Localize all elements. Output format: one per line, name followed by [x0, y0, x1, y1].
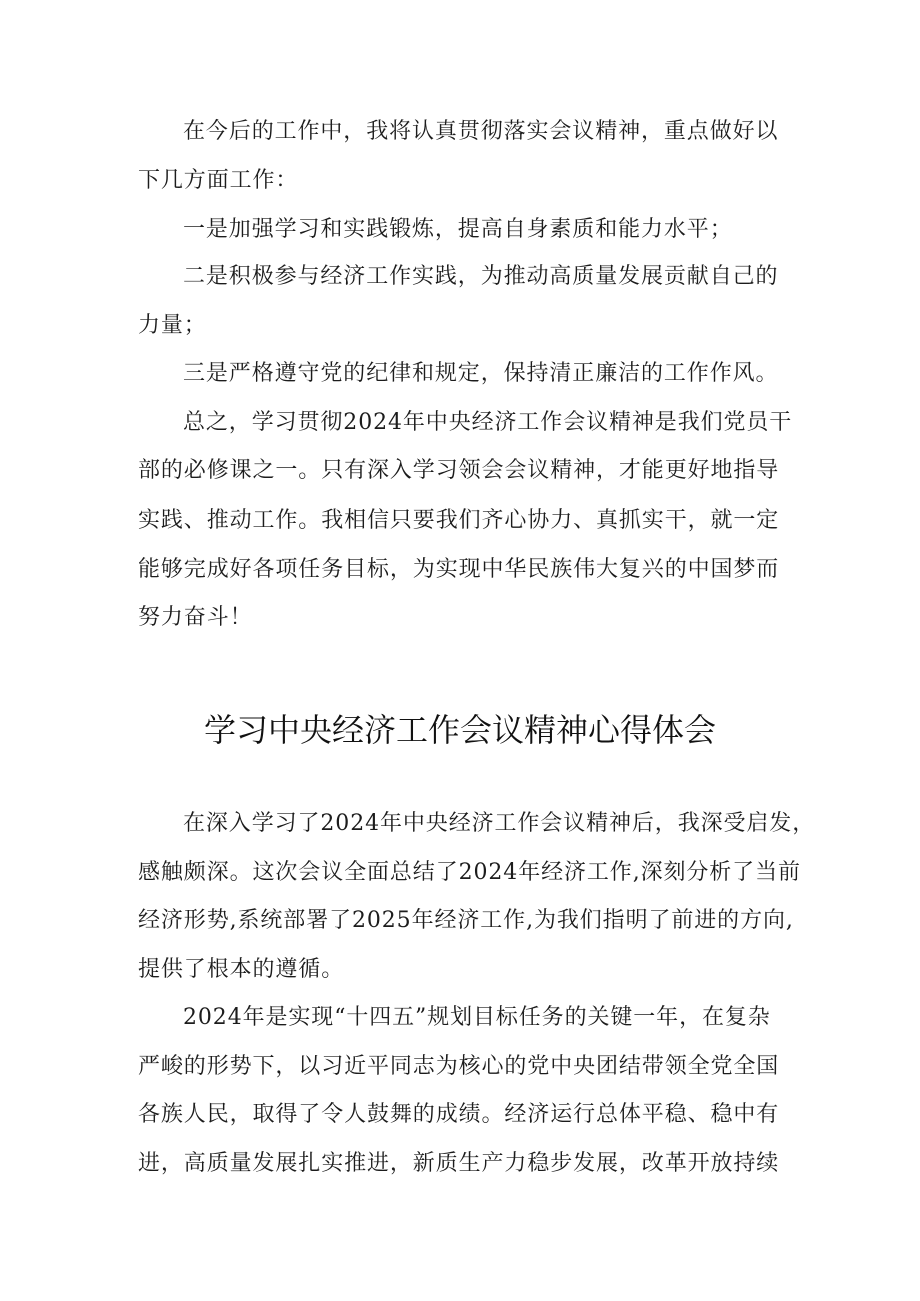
paragraph-line: 严峻的形势下，以习近平同志为核心的党中央团结带领全党全国 [138, 1054, 780, 1079]
paragraph-line: 努力奋斗！ [138, 605, 253, 630]
paragraph-line: 二是积极参与经济工作实践，为推动高质量发展贡献自己的 [183, 264, 779, 289]
paragraph-line: 总之，学习贯彻2024年中央经济工作会议精神是我们党员干 [183, 410, 793, 435]
paragraph-line: 经济形势,系统部署了2025年经济工作,为我们指明了前进的方向, [138, 908, 794, 933]
paragraph-line: 一是加强学习和实践锻炼，提高自身素质和能力水平； [183, 217, 733, 242]
document-title: 学习中央经济工作会议精神心得体会 [203, 711, 716, 749]
paragraph-line: 能够完成好各项任务目标，为实现中华民族伟大复兴的中国梦而 [138, 557, 780, 582]
paragraph-line: 实践、推动工作。我相信只要我们齐心协力、真抓实干，就一定 [138, 508, 780, 533]
paragraph-line: 力量； [138, 313, 207, 338]
paragraph-line: 下几方面工作： [138, 168, 299, 193]
paragraph-line: 在今后的工作中，我将认真贯彻落实会议精神，重点做好以 [183, 119, 779, 144]
paragraph-line: 部的必修课之一。只有深入学习领会会议精神，才能更好地指导 [138, 458, 780, 483]
paragraph-line: 各族人民，取得了令人鼓舞的成绩。经济运行总体平稳、稳中有 [138, 1102, 780, 1127]
paragraph-line: 提供了根本的遵循。 [138, 957, 345, 982]
paragraph-line: 三是严格遵守党的纪律和规定，保持清正廉洁的工作作风。 [183, 361, 779, 386]
paragraph-line: 感触颇深。这次会议全面总结了2024年经济工作,深刻分析了当前 [138, 860, 801, 885]
paragraph-line: 在深入学习了2024年中央经济工作会议精神后，我深受启发， [183, 811, 816, 836]
paragraph-line: 进，高质量发展扎实推进，新质生产力稳步发展，改革开放持续 [138, 1151, 780, 1176]
paragraph-line: 2024年是实现“十四五”规划目标任务的关键一年，在复杂 [183, 1005, 771, 1030]
